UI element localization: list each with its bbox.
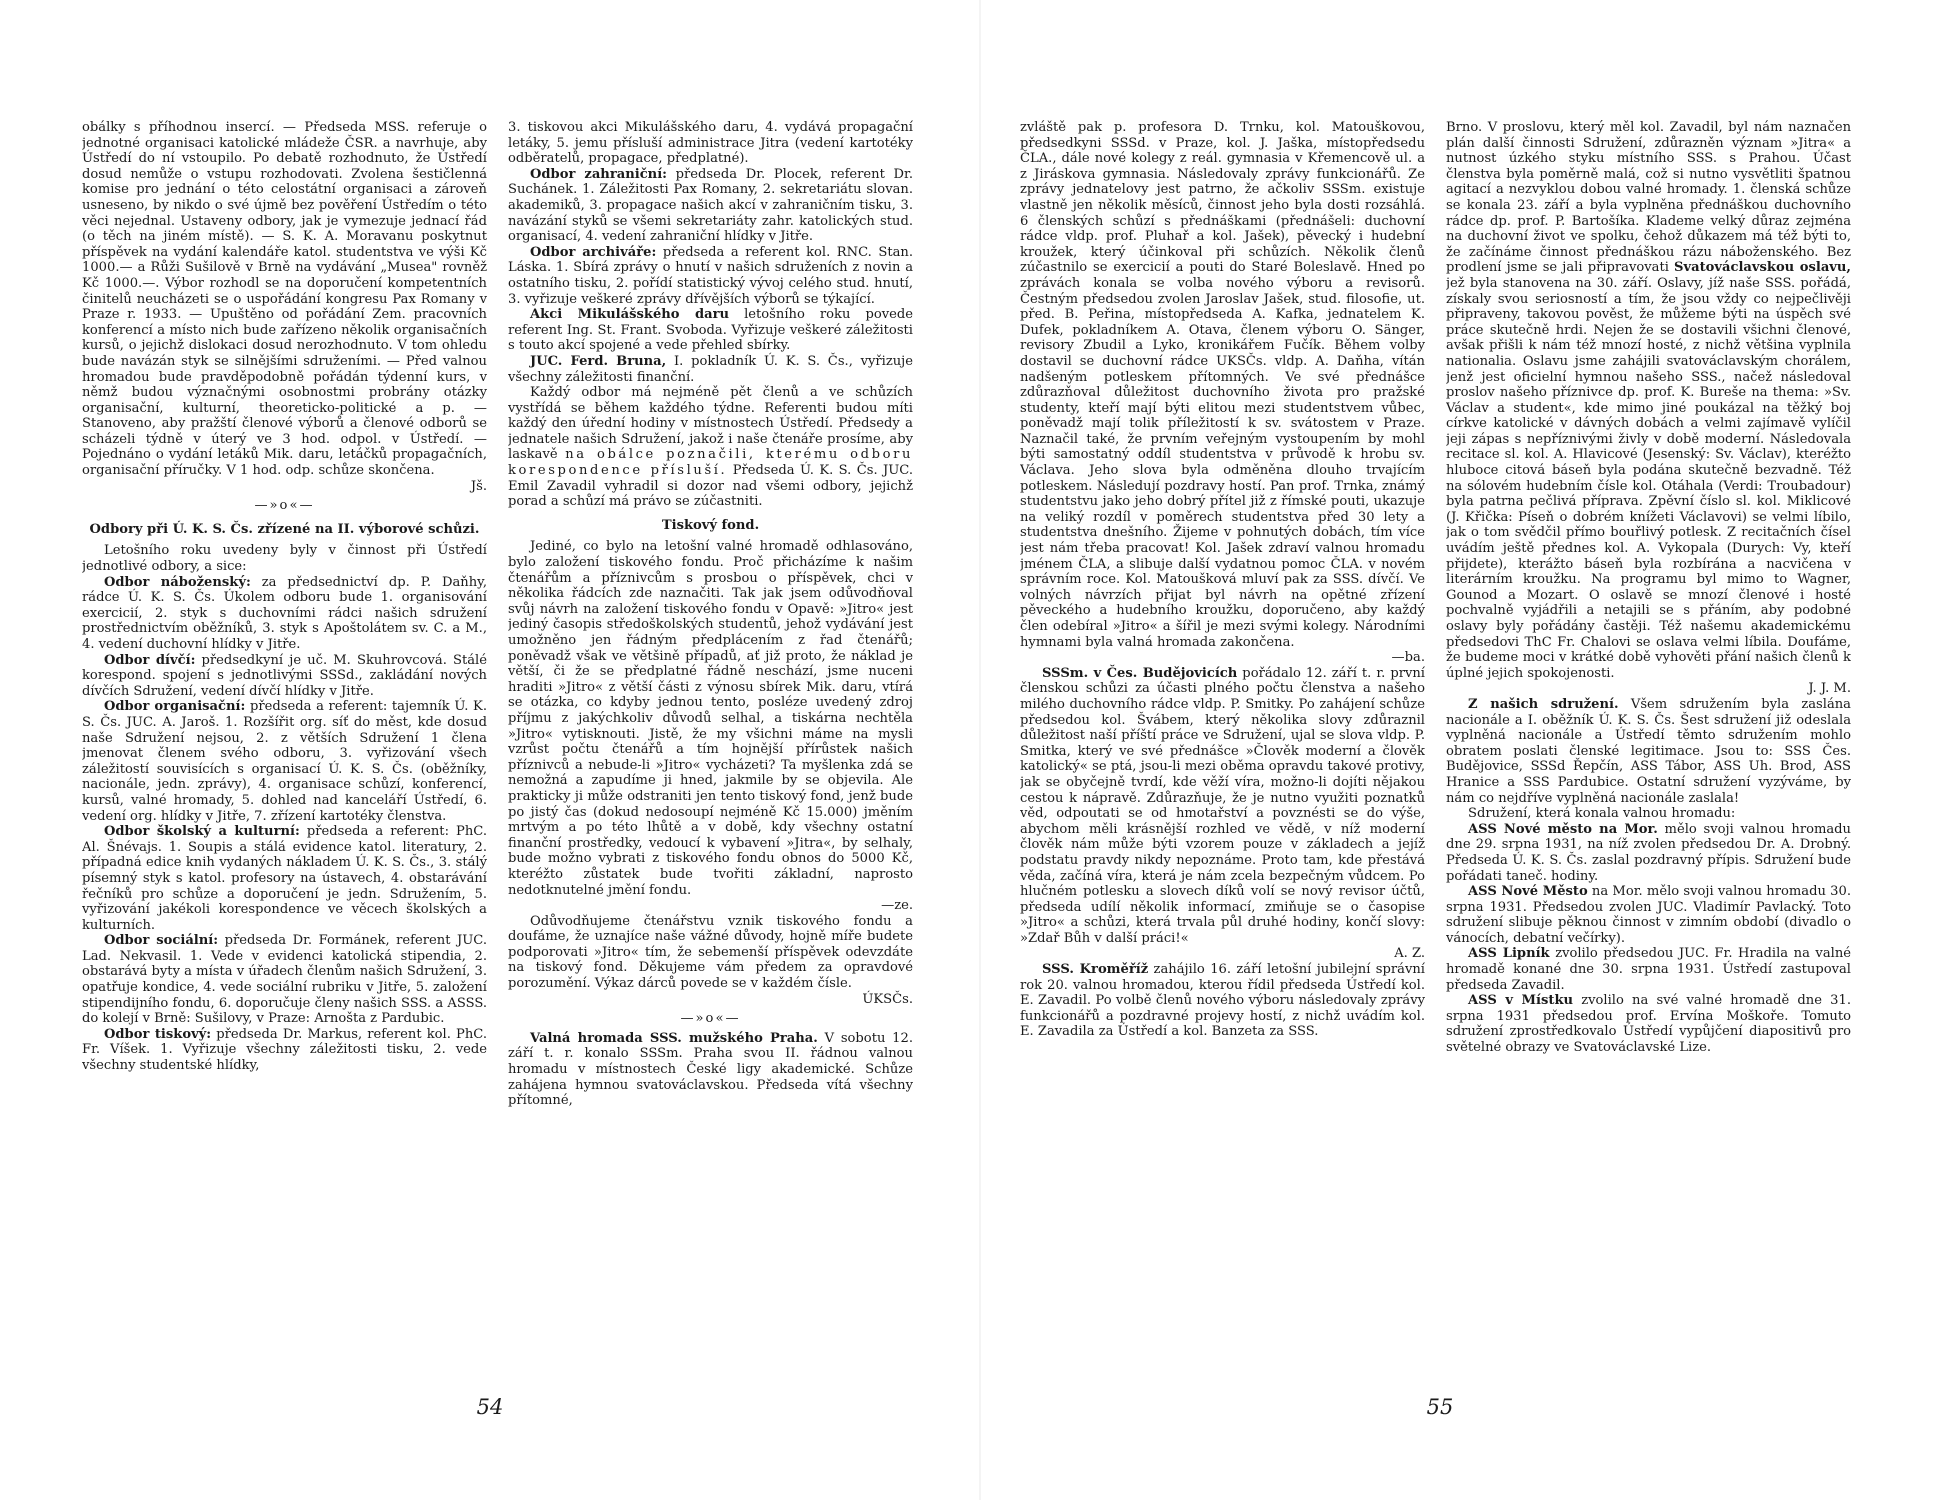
paragraph [1446,120,1851,681]
paragraph [1446,993,1851,1055]
paragraph [82,575,487,653]
paragraph: zvláště pak p. profesora D. Trnku, kol. Matouškovou, předsedkyni SSSd. v Praze, kol. J. Jaška, místopředsedu ČLA., dále nové kolegy z reál. gymnasia v Křemencově ul. a z Jiráskova gymnasia. Následovaly zprávy funkcionářů. Ze zprávy jednatelovy jest patrno, že ačkoliv SSSm. existuje vlastně jen několik měsíců, činnost jeho byla dosti rozsáhlá. 6 členských schůzí s přednáškami (přednášeli: duchovní rádce vldp. prof. Pluhař a kol. Jašek), pěvecký i hudební kroužek, který účinkoval při schůzích. Několik členů zúčastnilo se exercicií a pouti do Staré Boleslavě. Hned po zprávách konala se volba nového výboru a revisorů. Čestným předsedou zvolen Jaroslav Jašek, stud. filosofie, ut. před. B. Peřina, místopředseda A. Kafka, jednatelem K. Dufek, pokladníkem A. Otava, členem výboru O. Sänger, revisory Zbudil a Lyko, kronikářem Fučík. Během volby dostavil se duchovní rádce UKSČs. vldp. A. Daňha, vítán nadšeným potleskem přítomných. Ve své přednášce zdůrazňoval důležitost duchovního života pro pražské studenty, kteří mají býti elitou mezi studentstvem vůbec, poněvadž mají tolik příležitostí k sv. svátostem v Praze. Naznačil také, že prvním veřejným vystoupením by mohl býti samostatný oddíl studentstva v průvodě k hrobu sv. Václava. Jeho slova byla odměněna dlouho trvajícím potleskem. Následují pozdravy hostí. Pan prof. Trnka, známý studentstvu jako jeho dobrý přítel již z římské pouti, ukazuje na veliký rozdíl v poměrech studentstva před 30 lety a studentstva dnešního. Žijeme v pohnutých dobách, tím více jest nám třeba pracovat! Kol. Jašek zdraví valnou hromadu jménem ČLA, a slibuje další vydatnou pomoc ČLA. v novém správním roce. Kol. Matoušková mluví pak za SSS. dívčí. Ve volných návrzích přijat byl návrh na opětné zřízení pěveckého a hudebního kroužku, doporučeno, aby každý člen odebíral »Jitro« a šířil je mezi svými kolegy. Národními hymnami byla valná hromada zakončena. [1020,120,1425,650]
bold-emphasis: Svatováclavskou oslavu, [1674,260,1851,276]
paragraph-lead: ASS Nové Město [1468,884,1588,900]
right-page [980,0,1960,1500]
paragraph-body: mělo svoji valnou hromadu dne 29. srpna 1931, na níž zvolen předsedou Dr. A. Drobný. Předseda Ú. K. S. Čs. zaslal pozdravný přípis. Sdružení bude pořádati taneč. hodiny. [1446,821,1851,884]
paragraph-lead: Akci Mikulášského daru [530,307,730,323]
paragraph-lead: Odbor tiskový: [104,1026,212,1042]
page-number: 54 [476,1395,504,1419]
paragraph-lead: JUC. Ferd. Bruna, [530,353,667,369]
signature: ÚKSČs. [862,991,913,1007]
paragraph-lead: SSSm. v Čes. Budějovicích [1042,665,1238,681]
paragraph-lead: Odbor náboženský: [104,574,251,590]
paragraph-lead: Z našich sdružení. [1468,696,1619,712]
paragraph [508,385,913,510]
paragraph-body: předseda a referent kol. RNC. Stan. Láska. 1. Sbírá zprávy o hnutí v našich sdruženích z novin a ostatního tisku, 2. pořídí statistický vývoj celého stud. hnutí, 3. vyřizuje veškeré zprávy dřívějších výborů se týkající. [508,244,913,307]
paragraph-lead: Odbor sociální: [104,933,219,949]
paragraph: Letošního roku uvedeny byly v činnost při Ústředí jednotlivé odbory, a sice: [82,543,487,575]
paragraph: Sdružení, která konala valnou hromadu: [1468,806,1736,822]
paragraph-body: I. pokladník Ú. K. S. Čs., vyřizuje všechny záležitosti finanční. [508,353,913,385]
paragraph: Jediné, co bylo na letošní valné hromadě odhlasováno, bylo založení tiskového fondu. Proč přicházíme k našim čtenářům a příznivcům s prosbou o příspěvek, chci v několika řádcích zde naznačiti. Tak jak jsem odůvodňoval svůj návrh na založení tiskového fondu v Opavě: »Jitro« jest jediný časopis středoškolských studentů, jehož vydávání jest umožněno jen řádným předplácením z řad čtenářů; poněvadž však ve většině případů, ať již proto, že náklad je větší, či že se předplatné řádně neschází, jsme nuceni hraditi »Jitro« z větší části z výnosu sbírek Mik. daru, vtírá se otázka, co kdyby jednou tento, posléze uvedený zdroj příjmu z jakýchkoliv důvodů selhal, a tiskárna nechtěla »Jitro« vytisknouti. Jistě, že my všichni máme na mysli vzrůst počtu čtenářů a tím hojnější přírůstek našich příznivců a nebude-li »Jitro« vycházeti? Ta myšlenka zdá se nemožná a zapudíme ji hned, jakmile by se objevila. Ale prakticky ji může odstraniti jen tento tiskový fond, jenž bude po jistý čas (dokud nedosoupí nejméně Kč 15.000) jměním mrtvým a po této lhůtě a v době, kdy všechny ostatní finanční prostředky, vedoucí k vybavení »Jitra«, by selhaly, bude možno vybrati z tiskového fondu obnos do 5000 Kč, kteréžto zůstatek bude tvořiti základní, naprosto nedotknutelné jmění fondu. [508,539,913,898]
paragraph-lead: SSS. Kroměříž [1042,962,1149,978]
paragraph-lead: Odbor organisační: [104,699,246,715]
paragraph [1020,962,1425,1040]
paragraph [82,933,487,1027]
paragraph-body: jež byla stanovena na 30. září. Oslavy, jíž naše SSS. pořádá, získaly svou seriosností a tím, že jsou vždy co nejpečlivěji připraveny, takovou pověst, že můžeme býti na úspěch své práce skutečně hrdi. Nejen že se dostavili všichni členové, avšak přišli k nám též mnozí hosté, z nichž většina vyplnila nationalia. Oslavu jsme zahájili svatováclavským chorálem, jenž jest oficielní hymnou našeho SSS., načež následoval proslov našeho příznivce dp. prof. K. Bureše na thema: »Sv. Václav a student«, kde mimo jiné poukázal na těžký boj církve katolické v dávných dobách a velmi zajímavě vylíčil jeji zápas s nepříznivými živly v době moderní. Následovala recitace sl. kol. A. Hlavicové (Jesenský: Sv. Václav), kteréžto hluboce citová báseň byla podána skutečně bezvadně. Též na sólovém hudebním čísle kol. Otáhala (Verdi: Troubadour) byla patrna pečlivá příprava. Zpěvní číslo sl. kol. Miklicové (J. Křička: Píseň o dobrém knížeti Václavovi) se velmi líbilo, jak o tom svědčil přímo bouřlivý potlesk. Z recitačních čísel uvádím ještě přednes kol. A. Vykopala (Durych: Vy, kteří přijdete), kterážto báseň byla rozbírána a nacvičena v literárním kroužku. Na programu byl mimo to Wagner, Gounod a Mozart. O oslavě se mnozí členové i hosté pochvalně vyjádřili a netajili se s přáním, aby podobné oslavy byly pořádány častěji. Též našemu akademickému předsedovi ThC Fr. Chalovi se oslava velmi líbila. Doufáme, že budeme moci v krátké době vyhověti přání našich členů k úplné jejich spokojenosti. [1446,275,1851,681]
page-number: 55 [1426,1395,1454,1419]
paragraph-body: na Mor. mělo svoji valnou hromadu 30. srpna 1931. Předsedou zvolen JUC. Vladimír Pavlacký. Toto sdružení slibuje pěknou činnost v zimním období (divadlo o vánocích, debatní večírky). [1446,884,1851,946]
column-3 [1020,120,1425,1310]
paragraph-lead: ASS Lipník [1468,946,1550,962]
paragraph-body: letošního roku povede referent Ing. St. Frant. Svoboda. Vyřizuje veškeré záležitosti s touto akcí spojené a vede přehled sbírky. [508,307,913,354]
paragraph [82,824,487,933]
signature: Jš. [470,478,487,494]
signature: J. J. M. [1808,681,1851,697]
column-1 [82,120,487,1310]
signature: A. Z. [1394,946,1425,962]
column-2 [508,120,913,1310]
paragraph [1446,884,1851,946]
paragraph-lead: ASS Nové město na Mor. [1468,821,1658,837]
paragraph-body: pořádalo 12. září t. r. první členskou schůzi za účasti plného počtu členstva a našeho milého duchovního rádce vldp. P. Smitky. Po zahájení schůze předsedou kol. Švábem, který několika slovy zdůraznil důležitost naší příští práce ve Sdružení, ujal se slova vldp. P. Smitka, který ve své přednášce »Člověk moderní a člověk katolický« se ptá, jsou-li mezi oběma opravdu takové protivy, jak se obyčejně tvrdí, kde věží víra, možno-li dojíti nějakou cestou k nápravě. Zdůrazňuje, že je nutno využiti poznatků věd, odpoutati se od hmotařství a povznésti se do výše, abychom měli krásnější rozhled ve vědě, v níž moderní člověk nám může býti vzorem pouze v základech a jejíž podstatu pravdy nikdy nepoznáme. Proto tam, kde přestává věda, začíná víra, která je nám zcela bezpečným vůdcem. Po hlučném potlesku a slovech díků volí se nový revisor účtů, předseda udílí několik informací, zmiňuje se o časopise »Jitro« a schůzi, která trvala půl druhé hodiny, končí slovy: »Zdař Bůh v další práci!« [1020,665,1425,946]
paragraph-body: V sobotu 12. září t. r. konalo SSSm. Praha svou II. řádnou valnou hromadu v místnostech České ligy akademické. Schůze zahájena hymnou svatováclavskou. Předseda vítá všechny přítomné, [508,1030,913,1109]
paragraph-body: předsedkyní je uč. M. Skuhrovcová. Stálé korespond. spojení s jednotlivými SSSd., zakládání nových dívčích Sdružení, vedení dívčí hlídky v Jitře. [82,652,487,699]
section-heading: Tiskový fond. [661,517,760,533]
paragraph-body: předseda a referent: PhC. Al. Šnévajs. 1. Soupis a stálá evidence katol. literatury, 2. případná edice knih vydaných nákladem Ú. K. S. Čs., 3. stálý písemný styk s katol. profesory na ústavech, 4. obstarávání řečníků pro schůze a doporučení je jedn. Sdružením, 5. vyřizování jakékoli korespondence ve věcech školských a kulturních. [82,824,487,933]
section-ornament: —»o«— [680,1011,741,1027]
signature: —ze. [881,898,913,914]
paragraph-body: za předsednictví dp. P. Daňhy, rádce Ú. K. S. Čs. Úkolem odboru bude 1. organisování exercicií, 2. styk s duchovními rádci našich sdružení prostřednictvím oběžníků, 3. styk s Apoštolátem sv. C. a M., 4. vedení duchovní hlídky v Jitře. [82,574,487,652]
paragraph-body: předseda Dr. Plocek, referent Dr. Suchánek. 1. Záležitosti Pax Romany, 2. sekretariátu slovan. akademiků, 3. propagace našich akcí v zahraničním tisku, 3. navázání styků se všemi sekretariáty zahr. katolických stud. organisací, 4. vedení zahraniční hlídky v Jitře. [508,166,913,245]
paragraph-body: Všem sdružením byla zaslána nacionále a I. oběžník Ú. K. S. Čs. Šest sdružení již odeslala vyplněná nacionále a Ústředí těmto sdružením mohlo obratem poslati členské legitimace. Jsou to: SSS Čes. Budějovice, SSSd Řepčín, ASS Tábor, ASS Uh. Brod, ASS Hranice a SSS Pardubice. Ostatní sdružení vyzýváme, by nám co nejdříve vyplněná nacionále zaslala! [1446,696,1851,806]
paragraph-body: Každý odbor má nejméně pět členů a ve schůzích vystřídá se během každého týdne. Referenti budou míti každý den úřední hodiny v místnostech Ústředí. Předsedy a jednatele našich Sdružení, jakož i naše čtenáře prosíme, aby laskavě [508,385,913,463]
paragraph-body: zahájilo 16. září letošní jubilejní správní rok 20. valnou hromadou, kterou řídil předseda Ústředí kol. E. Zavadil. Po volbě členů nového výboru následovaly zprávy funkcionářů a pozdravné projevy hostí, z nichž uvádím kol. E. Zavadila za Ústředí a kol. Banzeta za SSS. [1020,962,1425,1040]
paragraph: 3. tiskovou akci Mikulášského daru, 4. vydává propagační letáky, 5. jemu přísluší administrace Jitra (vedení kartotéky odběratelů, propagace, předplatné). [508,120,913,167]
paragraph-body: předseda Dr. Formánek, referent JUC. Lad. Nekvasil. 1. Vede v evidenci katolická stipendia, 2. obstarává byty a místa v úřadech členům našich Sdružení, 3. opatřuje kondice, 4. vede sociální rubriku v Jitře, 5. založení stipendijního fondu, 6. doporučuje členy našich SSS. a ASSS. do kolejí v Brně: Sušilovy, v Praze: Arnošta z Pardubic. [82,933,487,1027]
paragraph [1446,822,1851,884]
section-ornament: —»o«— [254,498,315,514]
paragraph [1446,697,1851,806]
paragraph-lead: Odbor školský a kulturní: [104,824,300,840]
paragraph [82,699,487,824]
paragraph [508,307,913,354]
paragraph [508,167,913,245]
paragraph [1020,666,1425,947]
signature: —ba. [1391,650,1425,666]
paragraph [82,653,487,700]
paragraph-body: zvolilo na své valné hromadě dne 31. srpna 1931 předsedou prof. Ervína Moškoře. Tomuto sdružení zprostředkovalo Ústředí vypůjčení diapositivů pro světelné obrazy ve Svatováclavské Lize. [1446,993,1851,1056]
paragraph: obálky s příhodnou insercí. — Předseda MSS. referuje o jednotné organisaci katolické mládeže ČSR. a navrhuje, aby Ústředí do ní vstoupilo. Po debatě rozhodnuto, že Ústředí dosud nemůže o vstupu rozhodovati. Zvolena šestičlenná komise pro jednání o této celostátní organisaci a zároveň usneseno, by nikdo o své újmě bez pověření Ústředím o této věci nejednal. Ustaveny odbory, jak je vymezuje jednací řád (o těch na jiném místě). — S. K. A. Moravanu poskytnut příspěvek na vydání kalendáře katol. studentstva ve výši Kč 1000.— a Růži Sušilově v Brně na vydávání „Musea" rovněž Kč 1000.—. Výbor rozhodl se na doporučení kompetentních činitelů neucházeti se o uspořádání kongresu Pax Romany v Praze r. 1933. — Upuštěno od pořádání Zem. pracovních konferencí a místo nich bude zařízeno několik organisačních kursů, o jejichž dislokaci dosud nerozhodnuto. V tom ohledu bude navázán styk se silnějšími sdruženími. — Před valnou hromadou bude pravděpodobně pořádán týdenní kurs, v němž budou význačnými osobnostmi probrány otázky organisační, kulturní, theoreticko-politické a p. — Stanoveno, aby pražští členové výborů a členové odborů se scházeli týdně v úterý ve 3 hod. odpol. v Ústředí. — Pojednáno o vydání letáků Mik. daru, letáčků propagačních, organisační příručky. V 1 hod. odp. schůze skončena. [82,120,487,479]
column-4 [1446,120,1851,1310]
paragraph-body: předseda a referent: tajemník Ú. K. S. Čs. JUC. A. Jaroš. 1. Rozšířit org. síť do měst, kde dosud naše Sdružení nejsou, 2. z větších Sdružení 1 člena jmenovat členem svého odboru, 3. vyřizování všech záležitostí souvisících s organisací Ú. K. S. Čs. (oběžníky, nacionále, jedn. zprávy), 4. organisace schůzí, konferencí, kursů, valné hromady, 5. dohled nad kanceláří Ústředí, 6. vedení org. hlídky v Jitře, 7. zřízení kartotéky členstva. [82,699,487,824]
paragraph-lead: Odbor archiváře: [530,244,657,260]
paragraph-lead: Odbor zahraniční: [530,166,668,182]
paragraph-body: Předseda Ú. K. S. Čs. JUC. Emil Zavadil vyhradil si dozor nad všemi odbory, jejichž porad a schůzí má právo se zúčastniti. [508,463,913,510]
paragraph-lead: Odbor dívčí: [104,652,196,668]
paragraph-body: zvolilo předsedou JUC. Fr. Hradila na valné hromadě konané dne 30. srpna 1931. Ústředí zastupoval předseda Zavadil. [1446,946,1851,993]
paragraph [1446,946,1851,993]
paragraph-lead: Valná hromada SSS. mužského Praha. [530,1030,818,1046]
paragraph [508,354,913,385]
paragraph-body: předseda Dr. Markus, referent kol. PhC. Fr. Víšek. 1. Vyřizuje všechny záležitosti tisku, 2. vede všechny studentské hlídky, [82,1026,487,1074]
paragraph-lead: ASS v Místku [1468,993,1574,1009]
paragraph: Odůvodňujeme čtenářstvu vznik tiskového fondu a doufáme, že uznajíce naše vážné důvody, hojně míře budete podporovati »Jitro« tím, že sebemenší příspěvek odevzdáte na tiskový fond. Děkujeme vám předem za opravdové porozumění. Výkaz dárců povede se v každém čísle. [508,913,913,992]
paragraph [82,1027,487,1074]
paragraph [508,245,913,307]
paragraph [508,1031,913,1109]
spaced-emphasis: na obálce poznačili, kterému odboru korespondence přísluší. [508,447,913,479]
paragraph-body: Brno. V proslovu, který měl kol. Zavadil, byl nám naznačen plán další činnosti Sdružení, zdůrazněn význam »Jitra« a nutnost úzkého styku místního SSS. s Prahou. Účast členstva byla poměrně malá, což si nutno vysvětliti špatnou agitací a nezvyklou dobou valné hromady. 1. členská schůze se konala 23. září a byla vyplněna přednáškou duchovního rádce dp. prof. P. Bartošíka. Klademe velký důraz zejména na duchovní život ve spolku, čehož důkazem má též býti to, že začínáme činnost přednáškou rázu náboženského. Bez prodlení jsme se jali připravovati [1446,120,1851,276]
section-heading: Odbory při Ú. K. S. Čs. zřízené na II. výborové schůzi. [89,521,480,537]
